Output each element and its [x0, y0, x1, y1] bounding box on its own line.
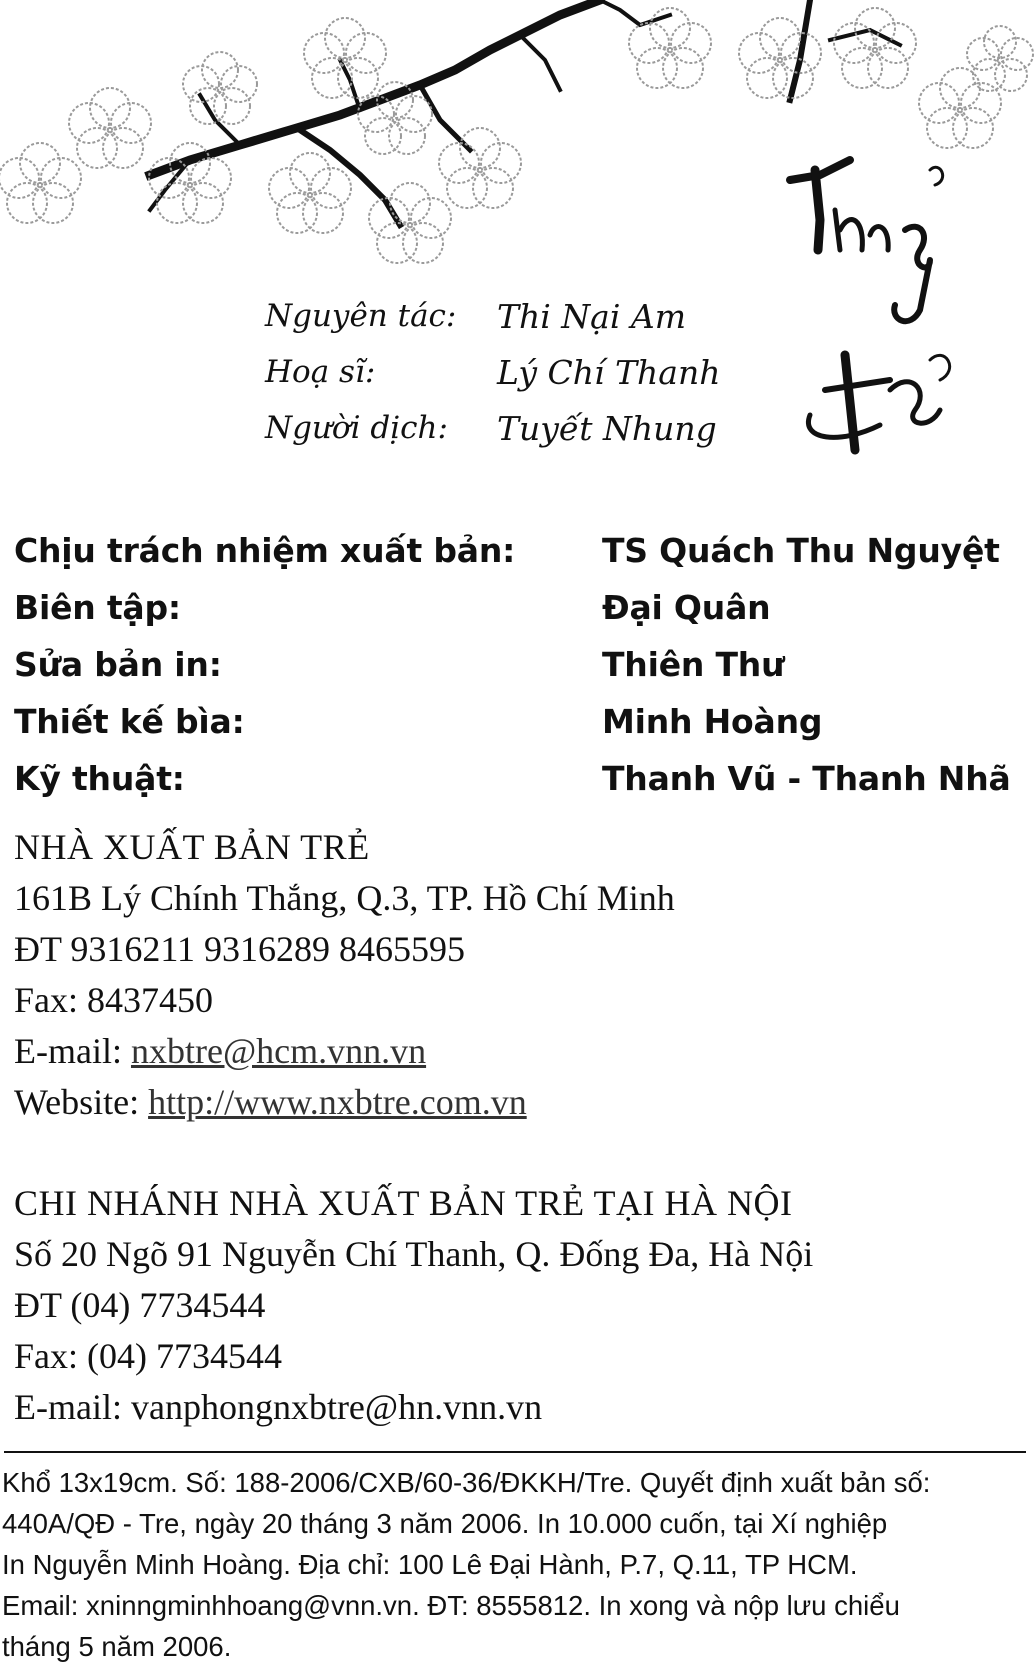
credit-label: Hoạ sĩ:	[265, 354, 376, 390]
calligraphy-title-signature	[780, 140, 1030, 500]
publisher-fax: Fax: 8437450	[14, 980, 214, 1020]
credit-row-original-author	[265, 288, 720, 344]
footer-divider	[4, 1451, 1026, 1453]
footer-line: 440A/QĐ - Tre, ngày 20 tháng 3 năm 2006. In 10.000 cuốn, tại Xí nghiệp	[2, 1508, 888, 1539]
footer-line: Khổ 13x19cm. Số: 188-2006/CXB/60-36/ĐKKH/Tre. Quyết định xuất bản số:	[2, 1467, 931, 1498]
footer-line: Email: xninngminhhoang@vnn.vn. ĐT: 8555812. In xong và nộp lưu chiểu	[2, 1590, 900, 1621]
branch-email: E-mail: vanphongnxbtre@hn.vnn.vn	[14, 1387, 543, 1427]
staff-row-proofreader	[14, 636, 1024, 693]
staff-value: TS Quách Thu Nguyệt	[602, 531, 1000, 570]
staff-label: Chịu trách nhiệm xuất bản:	[14, 531, 516, 570]
credits-block	[265, 288, 720, 456]
branch-block	[14, 1178, 813, 1433]
colophon-footer	[2, 1462, 1028, 1667]
branch-name: CHI NHÁNH NHÀ XUẤT BẢN TRẺ TẠI HÀ NỘI	[14, 1183, 793, 1223]
publisher-website-line	[14, 1077, 675, 1128]
credit-label: Nguyên tác:	[265, 298, 457, 334]
branch-fax: Fax: (04) 7734544	[14, 1336, 282, 1376]
website-label: Website:	[14, 1082, 149, 1122]
publisher-email-line	[14, 1026, 675, 1077]
staff-label: Biên tập:	[14, 588, 181, 627]
staff-value: Thanh Vũ - Thanh Nhã	[602, 759, 1011, 798]
publisher-email-link[interactable]: nxbtre@hcm.vnn.vn	[130, 1031, 427, 1071]
publisher-phone: ĐT 9316211 9316289 8465595	[14, 929, 466, 969]
staff-row-publishing-responsible	[14, 522, 1024, 579]
staff-label: Kỹ thuật:	[14, 759, 185, 798]
staff-value: Minh Hoàng	[602, 702, 823, 741]
staff-row-editor	[14, 579, 1024, 636]
credit-row-translator	[265, 400, 720, 456]
email-label: E-mail:	[14, 1031, 131, 1071]
branch-address: Số 20 Ngõ 91 Nguyễn Chí Thanh, Q. Đống Đa, Hà Nội	[14, 1234, 814, 1274]
staff-value: Đại Quân	[602, 588, 771, 627]
publisher-website-link[interactable]: http://www.nxbtre.com.vn	[148, 1082, 527, 1122]
branch-phone: ĐT (04) 7734544	[14, 1285, 266, 1325]
publisher-block	[14, 822, 675, 1128]
editorial-staff-block	[14, 522, 1024, 807]
staff-row-cover-design	[14, 693, 1024, 750]
credit-value: Lý Chí Thanh	[497, 352, 721, 392]
footer-line: In Nguyễn Minh Hoàng. Địa chỉ: 100 Lê Đại Hành, P.7, Q.11, TP HCM.	[2, 1549, 858, 1580]
staff-label: Thiết kế bìa:	[14, 702, 245, 741]
staff-label: Sửa bản in:	[14, 645, 222, 684]
staff-row-technical	[14, 750, 1024, 807]
publisher-name: NHÀ XUẤT BẢN TRẺ	[14, 827, 370, 867]
staff-value: Thiên Thư	[602, 645, 785, 684]
credit-row-illustrator	[265, 344, 720, 400]
publisher-address: 161B Lý Chính Thắng, Q.3, TP. Hồ Chí Minh	[14, 878, 675, 918]
credit-value: Thi Nại Am	[497, 296, 687, 336]
credit-label: Người dịch:	[265, 410, 448, 446]
footer-line: tháng 5 năm 2006.	[2, 1631, 232, 1662]
credit-value: Tuyết Nhung	[497, 408, 717, 448]
